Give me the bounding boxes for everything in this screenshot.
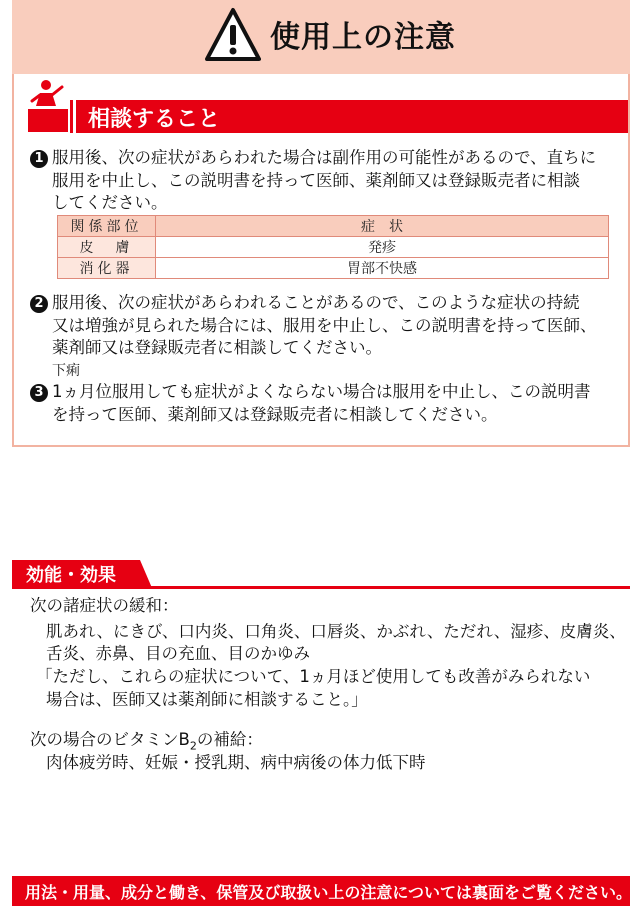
supply-title-subscript: 2 <box>189 739 197 753</box>
table-header-part: 関係部位 <box>58 216 156 237</box>
table-header-symptom: 症 状 <box>156 216 609 237</box>
warning-icon <box>205 7 261 63</box>
item3-line1: 1ヵ月位服用しても症状がよくならない場合は服用を中止し、この説明書 <box>52 382 591 401</box>
item-number-3: 3 <box>30 384 48 402</box>
note-line-2: 場合は、医師又は薬剤師に相談すること。」 <box>46 690 368 709</box>
relief-title: 次の諸症状の緩和： <box>30 596 179 615</box>
table-cell-part: 消化器 <box>58 258 156 279</box>
caution-item-1 <box>34 147 597 215</box>
caution-item-3 <box>34 381 591 426</box>
item2-symptom: 下痢 <box>52 363 80 379</box>
relief-line-2: 舌炎、赤鼻、目の充血、目のかゆみ <box>46 644 310 663</box>
symptom-table <box>57 215 609 279</box>
note-line-1: 「ただし、これらの症状について、1ヵ月ほど使用しても改善がみられない <box>36 667 591 686</box>
supply-line: 肉体疲労時、妊娠・授乳期、病中病後の体力低下時 <box>46 753 426 772</box>
item1-line2: 服用を中止し、この説明書を持って医師、薬剤師又は登録販売者に相談 <box>52 170 580 190</box>
item1-line3: してください。 <box>52 193 168 212</box>
item2-line3: 薬剤師又は登録販売者に相談してください。 <box>52 338 382 357</box>
item-number-1: 1 <box>30 150 48 168</box>
table-cell-part: 皮 膚 <box>58 237 156 258</box>
item3-line2: を持って医師、薬剤師又は登録販売者に相談してください。 <box>52 404 498 424</box>
item-number-2: 2 <box>30 295 48 313</box>
supply-title-main: 次の場合のビタミンB <box>30 730 190 749</box>
caution-title: 使用上の注意 <box>270 20 456 55</box>
consult-person-icon <box>26 76 70 132</box>
footer-note: 用法・用量、成分と働き、保管及び取扱い上の注意については裏面をご覧ください。 <box>25 883 633 902</box>
item2-line2: 又は増強が見られた場合には、服用を中止し、この説明書を持って医師、 <box>52 315 597 335</box>
item2-line1: 服用後、次の症状があらわれることがあるので、このような症状の持続 <box>52 293 580 312</box>
caution-item-2 <box>34 292 597 360</box>
table-cell-symptom: 発疹 <box>156 237 609 258</box>
relief-line-1: 肌あれ、にきび、口内炎、口角炎、口唇炎、かぶれ、ただれ、湿疹、皮膚炎、 <box>46 622 626 641</box>
consult-heading: 相談すること <box>88 107 221 132</box>
table-row <box>58 237 609 258</box>
table-cell-symptom: 胃部不快感 <box>156 258 609 279</box>
item1-line1: 服用後、次の症状があらわれた場合は副作用の可能性があるので、直ちに <box>52 148 597 167</box>
supply-title-end: の補給： <box>196 730 263 749</box>
effects-heading: 効能・効果 <box>26 565 116 586</box>
table-row <box>58 258 609 279</box>
